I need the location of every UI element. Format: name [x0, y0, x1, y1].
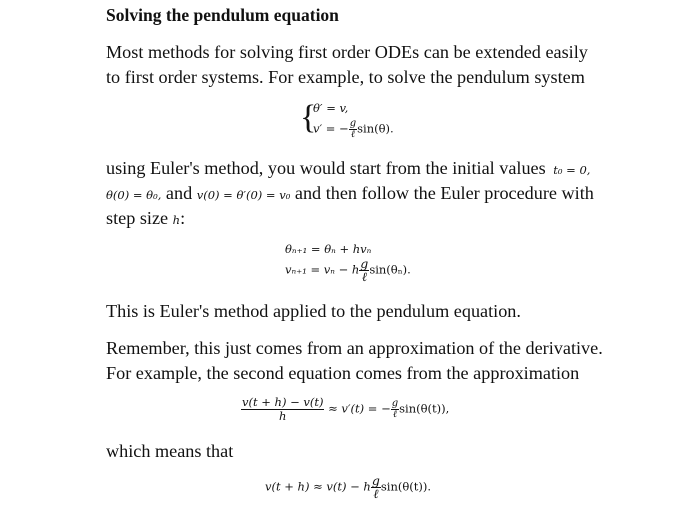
euler-eq-theta: θₙ₊₁ = θₙ + hvₙ: [285, 242, 372, 256]
paragraph-euler-applied: This is Euler's method applied to the pendulum equation.: [106, 301, 521, 321]
paragraph-which-means: which means that: [106, 441, 234, 461]
left-brace: {: [300, 99, 317, 136]
system-eq-line2: v′ = − $\frac{g}{\text{ℓ}}$ sin(θ).: [313, 118, 394, 140]
final-update-equation: v(t + h) ≈ v(t) − h $\frac{g}{\text{ℓ}}$ sin(θ(t)).: [265, 473, 431, 501]
g-over-l-fraction: $\frac{g}{\text{ℓ}}$: [349, 118, 357, 140]
system-eq-line1: θ′ = v,: [313, 101, 349, 115]
paragraph-remember-line1: Remember, this just comes from an approximation of the derivative.: [106, 338, 603, 358]
paragraph-intro-line1: Most methods for solving first order ODEs can be extended easily: [106, 42, 588, 62]
paragraph-euler-line2: θ(0) = θ₀, and v(0) = θ′(0) = v₀ and then follow the Euler procedure with: [106, 183, 594, 203]
g-over-l-fraction: $\frac{g}{\text{ℓ}}$: [391, 398, 399, 420]
paragraph-euler-line1: using Euler's method, you would start from the initial values t₀ = 0,: [106, 158, 591, 178]
euler-eq-v: vₙ₊₁ = vₙ − h $\frac{g}{\text{ℓ}}$ sin(θₙ).: [285, 256, 411, 284]
paragraph-intro-line2: to first order systems. For example, to solve the pendulum system: [106, 67, 585, 87]
section-heading: Solving the pendulum equation: [106, 5, 339, 25]
approximation-equation: $\frac{v(t + h) - v(t)}{h}$ ≈ v′(t) = − $\frac{g}{\text{ℓ}}$ sin(θ(t)),: [242, 395, 450, 423]
paragraph-remember-line2: For example, the second equation comes from the approximation: [106, 363, 580, 383]
g-over-l-fraction: $\frac{g}{\text{ℓ}}$: [371, 473, 380, 501]
paragraph-euler-line3: step size h:: [106, 208, 186, 228]
g-over-l-fraction: $\frac{g}{\text{ℓ}}$: [360, 256, 369, 284]
difference-quotient-fraction: $\frac{v(t + h) - v(t)}{h}$: [242, 395, 324, 423]
